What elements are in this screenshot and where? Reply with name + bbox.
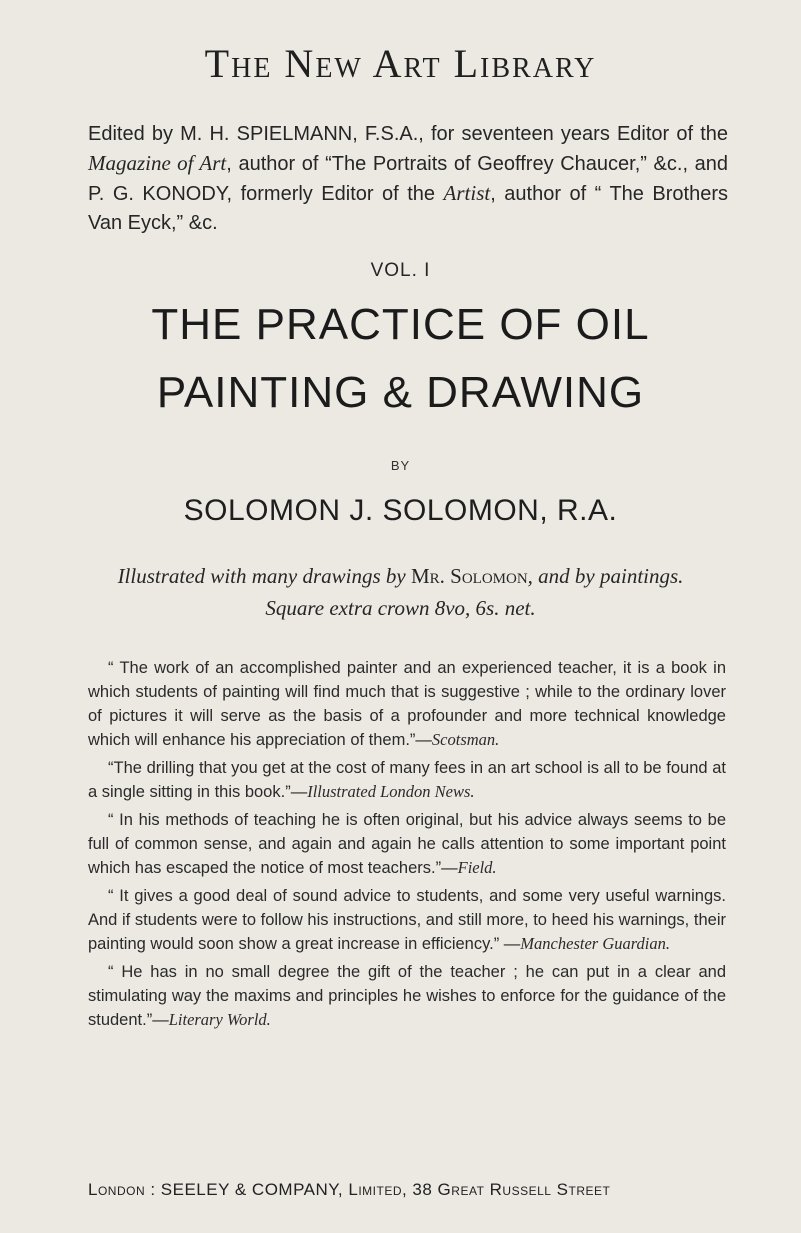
book-title-line-1: THE PRACTICE OF OIL bbox=[151, 300, 650, 349]
editors-text-1: Edited by M. H. SPIELMANN, F.S.A., for seventeen years Editor of the bbox=[88, 123, 728, 145]
review-text: “ In his methods of teaching he is often original, but his advice always seems to be full of common sense, and again and again he calls attention to some important point which has escaped the notice of most teachers.”— bbox=[88, 811, 726, 877]
review-source: Literary World. bbox=[168, 1010, 271, 1029]
review-source: Illustrated London News. bbox=[307, 782, 475, 801]
series-title: The New Art Library bbox=[204, 41, 597, 86]
artist-title: Artist bbox=[443, 181, 491, 205]
illustration-line bbox=[0, 560, 801, 592]
review-source: Field. bbox=[457, 858, 497, 877]
illustration-note bbox=[0, 560, 801, 624]
review-item bbox=[88, 656, 726, 752]
illustrator-name: Mr. Solomon bbox=[410, 564, 528, 588]
illustrated-post: , and by paintings. bbox=[527, 564, 684, 588]
review-item bbox=[88, 884, 726, 956]
volume-label: VOL. I bbox=[370, 260, 431, 281]
review-text: “ It gives a good deal of sound advice to students, and some very useful warnings. And if students were to follow his instructions, and still more, to heed his warnings, their painting would soon show a great increase in efficiency.” — bbox=[88, 887, 726, 953]
review-item bbox=[88, 960, 726, 1032]
author-name: SOLOMON J. SOLOMON, R.A. bbox=[183, 494, 618, 527]
review-text: “The drilling that you get at the cost of many fees in an art school is all to be found at a single sitting in this book.”— bbox=[88, 759, 726, 801]
review-source: Manchester Guardian. bbox=[520, 934, 670, 953]
publisher-imprint: London : SEELEY & COMPANY, Limited, 38 Great Russell Street bbox=[88, 1180, 611, 1199]
book-title-line-2: PAINTING & DRAWING bbox=[156, 368, 645, 417]
review-text: “ The work of an accomplished painter and an experienced teacher, it is a book in which students of painting will find much that is suggestive ; while to the ordinary lover of pictures it will serve as the basis of a profounder and more technical knowledge which will enhance his appreciation of them.”— bbox=[88, 659, 726, 749]
editors-text-3: , author of “ The Brothers Van Eyck,” &c. bbox=[88, 183, 728, 234]
magazine-title: Magazine of Art bbox=[88, 151, 227, 175]
review-item bbox=[88, 808, 726, 880]
review-text: “ He has in no small degree the gift of the teacher ; he can put in a clear and stimulating way the maxims and principles he wishes to enforce for the guidance of the student.”— bbox=[88, 963, 726, 1029]
illustrated-pre: Illustrated with many drawings by bbox=[117, 564, 411, 588]
by-label: BY bbox=[390, 458, 411, 473]
review-source: Scotsman. bbox=[431, 730, 500, 749]
format-price: Square extra crown 8vo, 6s. net. bbox=[265, 596, 536, 620]
editors-paragraph bbox=[88, 120, 728, 238]
review-item bbox=[88, 756, 726, 804]
editors-text-2: , author of “The Portraits of Geoffrey Chaucer,” &c., and P. G. KONODY, formerly Editor of the bbox=[88, 153, 728, 205]
press-reviews bbox=[88, 656, 726, 1036]
